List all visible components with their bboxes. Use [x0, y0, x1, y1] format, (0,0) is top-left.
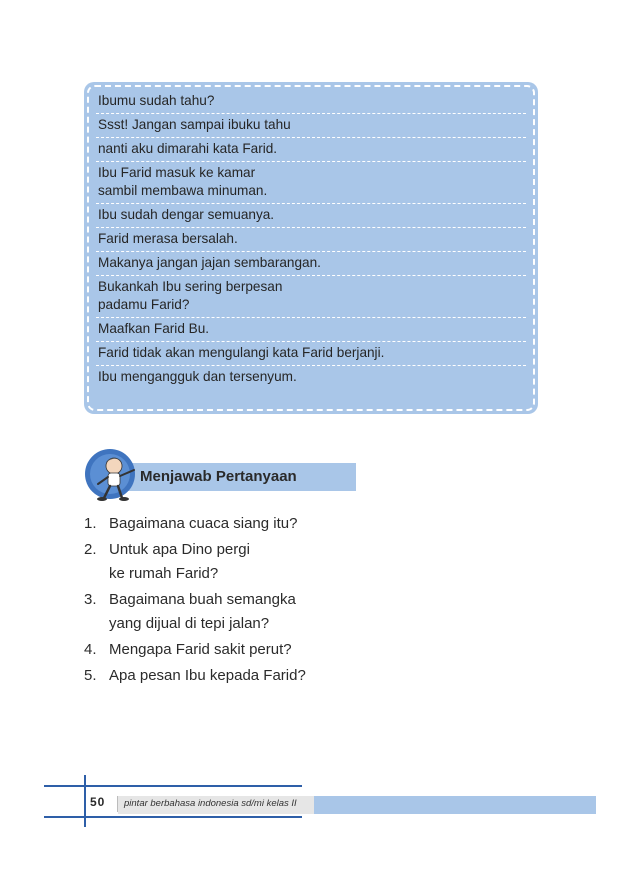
footer-rule-vertical	[84, 775, 86, 827]
boy-mascot-icon	[84, 448, 140, 504]
question-number: 1.	[84, 515, 97, 532]
question-item	[84, 588, 564, 636]
question-number: 3.	[84, 591, 97, 608]
question-number: 2.	[84, 541, 97, 558]
story-line-text: padamu Farid?	[98, 297, 190, 312]
section-header	[84, 448, 356, 504]
section-title: Menjawab Pertanyaan	[140, 468, 297, 485]
story-line	[96, 90, 526, 114]
story-line-text: Ssst! Jangan sampai ibuku tahu	[98, 117, 291, 132]
story-line-text: Bukankah Ibu sering berpesan	[98, 279, 283, 294]
question-number: 4.	[84, 641, 97, 658]
question-line: yang dijual di tepi jalan?	[109, 615, 270, 632]
question-text	[109, 664, 306, 688]
story-line-text: Ibu mengangguk dan tersenyum.	[98, 369, 297, 384]
question-text	[109, 538, 250, 586]
question-item	[84, 538, 564, 586]
story-line-text: Ibu Farid masuk ke kamar	[98, 165, 256, 180]
story-line	[96, 366, 526, 389]
story-line-text: Farid merasa bersalah.	[98, 231, 238, 246]
question-line: ke rumah Farid?	[109, 565, 219, 582]
question-line: Bagaimana buah semangka	[109, 591, 296, 608]
question-number: 5.	[84, 667, 97, 684]
question-list	[84, 512, 564, 690]
story-line-text: nanti aku dimarahi kata Farid.	[98, 141, 278, 156]
story-line	[96, 252, 526, 276]
story-line	[96, 204, 526, 228]
story-line-text: Farid tidak akan mengulangi kata Farid berjanji.	[98, 345, 385, 360]
story-line	[96, 114, 526, 138]
question-item	[84, 664, 564, 688]
story-lines	[96, 90, 526, 389]
story-line	[96, 228, 526, 252]
story-line	[96, 342, 526, 366]
story-line-text: Ibu sudah dengar semuanya.	[98, 207, 275, 222]
footer-rule-top	[44, 785, 302, 787]
question-line: Apa pesan Ibu kepada Farid?	[109, 667, 306, 684]
story-line-text: Maafkan Farid Bu.	[98, 321, 210, 336]
question-text	[109, 588, 296, 636]
footer-rule-bottom	[44, 816, 302, 818]
story-line-text: sambil membawa minuman.	[98, 183, 268, 198]
question-line: Untuk apa Dino pergi	[109, 541, 250, 558]
page-number: 50	[90, 795, 106, 809]
question-item	[84, 512, 564, 536]
story-line-text: Makanya jangan jajan sembarangan.	[98, 255, 321, 270]
story-line	[96, 138, 526, 162]
question-item	[84, 638, 564, 662]
question-text	[109, 512, 297, 536]
question-text	[109, 638, 292, 662]
story-dialog-box	[84, 82, 538, 414]
question-line: Mengapa Farid sakit perut?	[109, 641, 292, 658]
story-line-text: Ibumu sudah tahu?	[98, 93, 215, 108]
question-line: Bagaimana cuaca siang itu?	[109, 515, 298, 532]
book-title: pintar berbahasa indonesia sd/mi kelas II	[124, 798, 297, 809]
section-title-bar	[124, 463, 356, 491]
story-line	[96, 276, 526, 318]
story-line	[96, 162, 526, 204]
footer-blue-band	[314, 796, 596, 814]
story-line	[96, 318, 526, 342]
